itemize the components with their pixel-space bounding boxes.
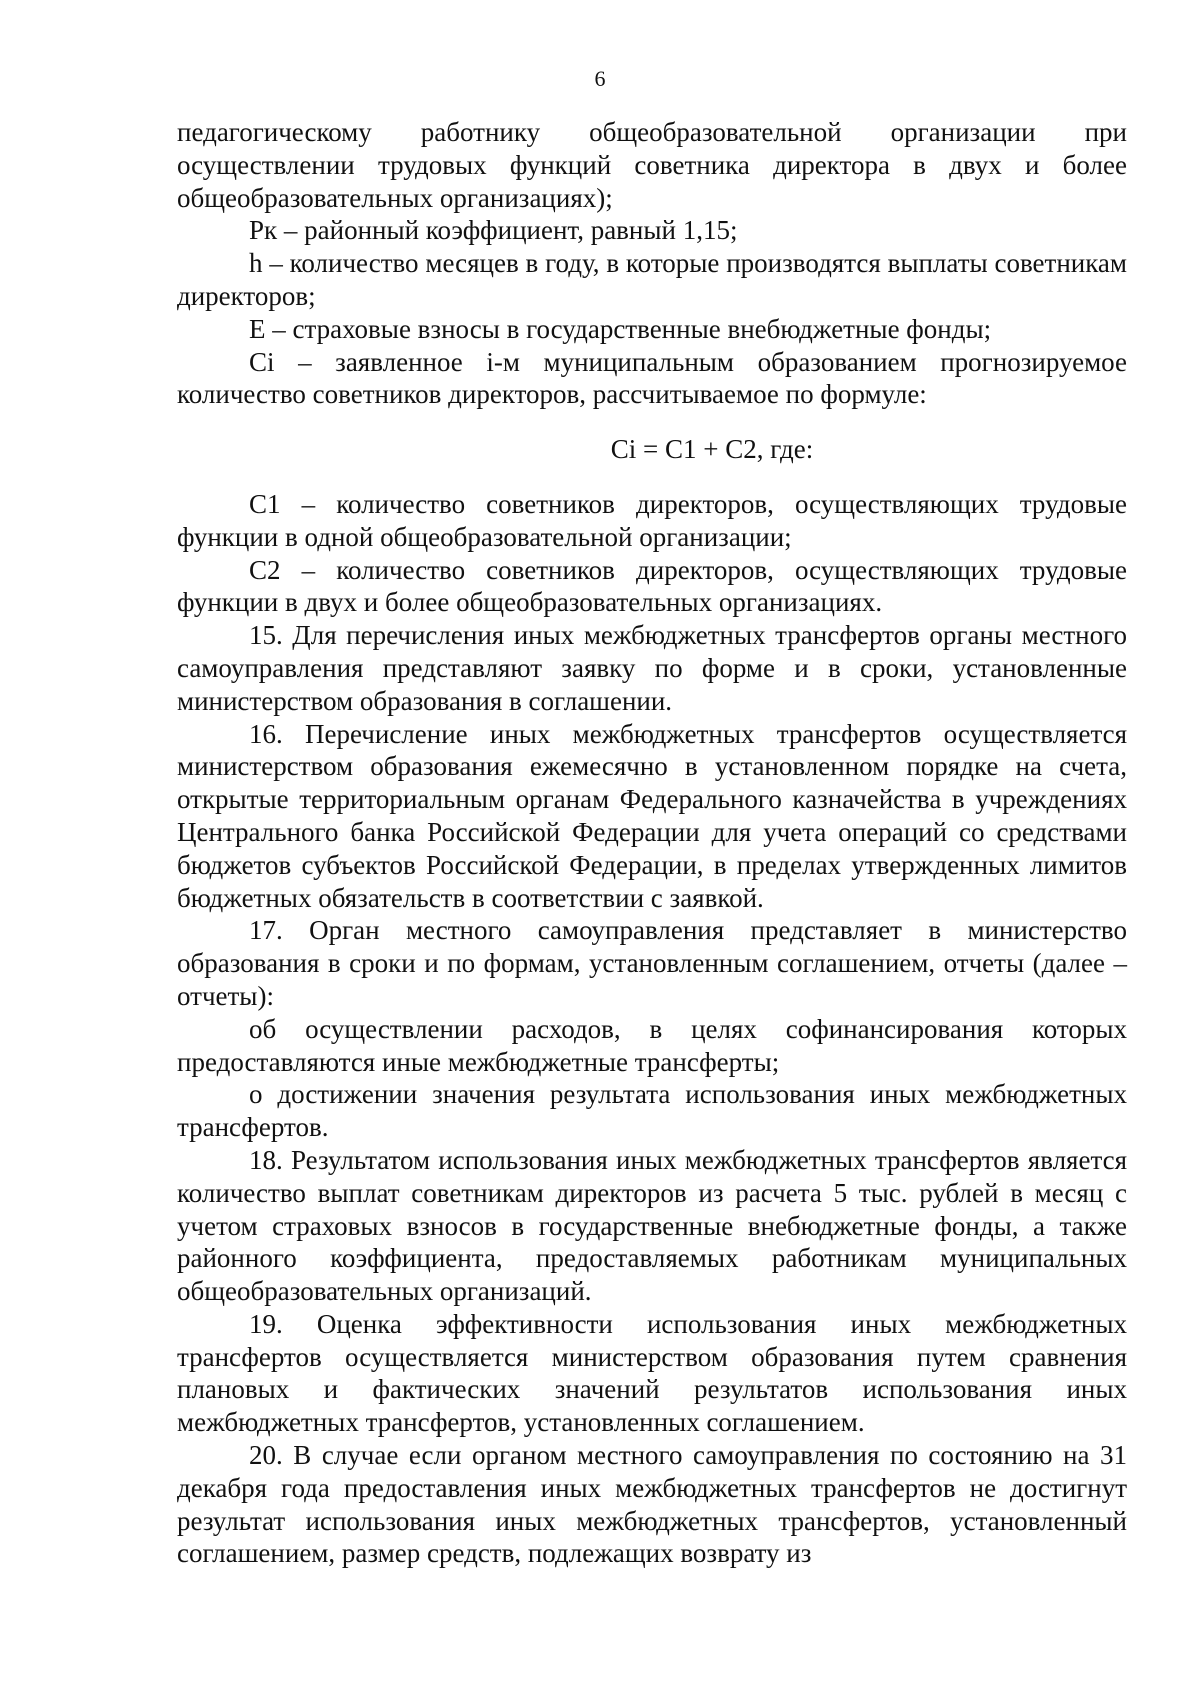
- paragraph-intro: педагогическому работнику общеобразовательной организации при осуществлении трудовых функций советника директора в двух и более общеобразовательных организациях);: [177, 117, 1127, 213]
- paragraph-18: 18. Результатом использования иных межбюджетных трансфертов является количество выплат советникам директоров из расчета 5 тыс. рублей в месяц с учетом страховых взносов в государственные внебюджетные фонды, а также районного коэффициента, предоставляемых работникам муниципальных общеобразовательных организаций.: [177, 1144, 1127, 1307]
- document-body: [177, 116, 1127, 1570]
- paragraph-e-definition: Е – страховые взносы в государственные внебюджетные фонды;: [249, 313, 992, 344]
- paragraph-17-item-b: о достижении значения результата использования иных межбюджетных трансфертов.: [177, 1079, 1127, 1143]
- paragraph-16: 16. Перечисление иных межбюджетных трансфертов осуществляется министерством образования ежемесячно в установленном порядке на счета, открытые территориальным органам Федерального казначейства в учреждениях Центрального банка Российской Федерации для учета операций со средствами бюджетов субъектов Российской Федерации, в пределах утвержденных лимитов бюджетных обязательств в соответствии с заявкой.: [177, 718, 1127, 913]
- paragraph-c2-definition: С2 – количество советников директоров, осуществляющих трудовые функции в двух и более общеобразовательных организациях.: [177, 554, 1127, 618]
- paragraph-c1-definition: С1 – количество советников директоров, осуществляющих трудовые функции в одной общеобразовательной организации;: [177, 488, 1127, 552]
- page-number: 6: [594, 66, 606, 91]
- paragraph-h-definition: h – количество месяцев в году, в которые производятся выплаты советникам директоров;: [177, 248, 1127, 311]
- paragraph-19: 19. Оценка эффективности использования иных межбюджетных трансфертов осуществляется министерством образования путем сравнения плановых и фактических значений результатов использования иных межбюджетных трансфертов, установленных соглашением.: [177, 1308, 1127, 1438]
- formula-ci: Сi = С1 + С2, где:: [610, 434, 814, 465]
- paragraph-15: 15. Для перечисления иных межбюджетных трансфертов органы местного самоуправления представляют заявку по форме и в сроки, установленные министерством образования в соглашении.: [177, 620, 1127, 716]
- paragraph-rk-definition: Рк – районный коэффициент, равный 1,15;: [249, 215, 738, 246]
- paragraph-20: 20. В случае если органом местного самоуправления по состоянию на 31 декабря года предоставления иных межбюджетных трансфертов не достигнут результат использования иных межбюджетных трансфертов, установленный соглашением, размер средств, подлежащих возврату из: [177, 1440, 1127, 1569]
- paragraph-17-item-a: об осуществлении расходов, в целях софинансирования которых предоставляются иные межбюджетные трансферты;: [177, 1013, 1127, 1077]
- paragraph-ci-definition: Сi – заявленное i-м муниципальным образованием прогнозируемое количество советников директоров, рассчитываемое по формуле:: [177, 346, 1127, 410]
- paragraph-17: 17. Орган местного самоуправления представляет в министерство образования в сроки и по формам, установленным соглашением, отчеты (далее – отчеты):: [177, 915, 1127, 1011]
